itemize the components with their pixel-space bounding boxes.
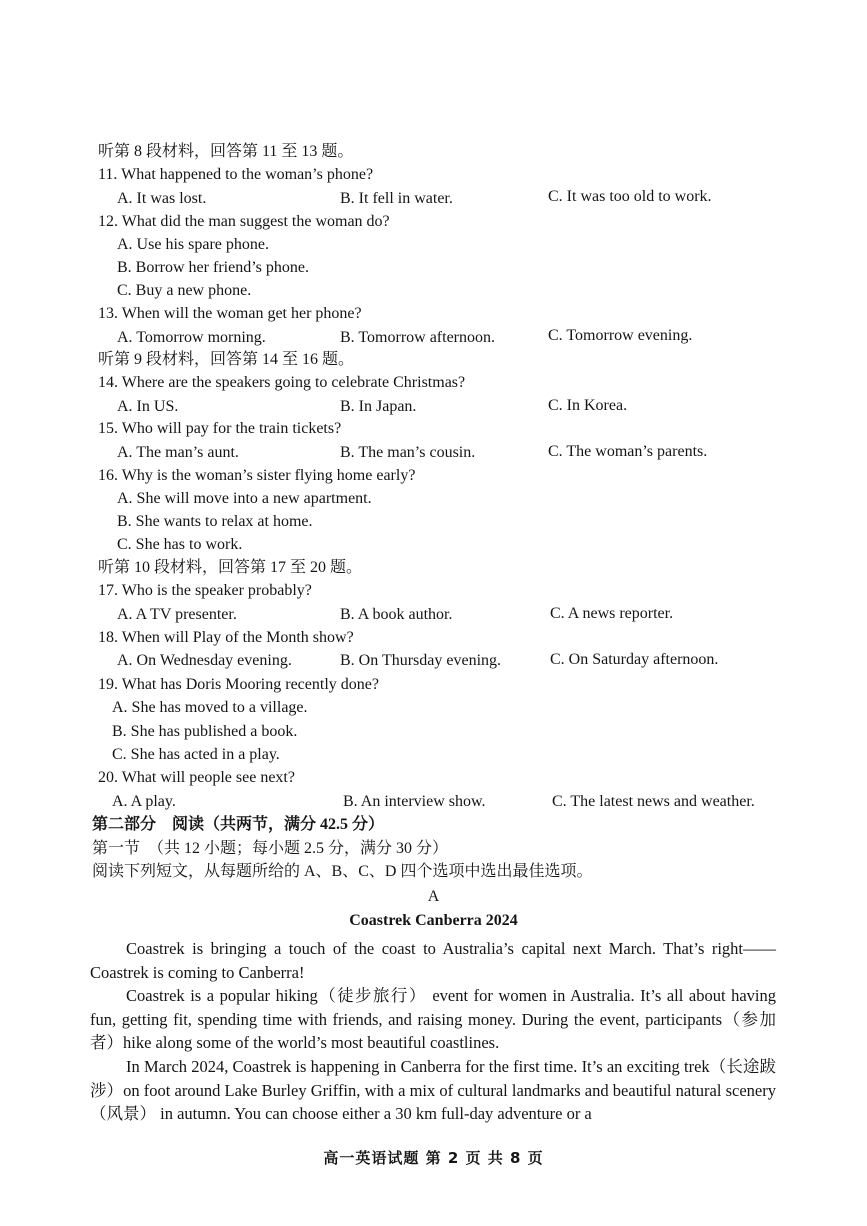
question-12: 12. What did the man suggest the woman do? bbox=[98, 213, 390, 230]
reading-instruction: 阅读下列短文，从每题所给的 A、B、C、D 四个选项中选出最佳选项。 bbox=[92, 863, 593, 880]
q19-option-c: C. She has acted in a play. bbox=[112, 746, 280, 763]
q14-option-b: B. In Japan. bbox=[340, 398, 417, 415]
q19-option-a: A. She has moved to a village. bbox=[112, 699, 308, 716]
q12-option-c: C. Buy a new phone. bbox=[117, 282, 252, 299]
passage-paragraph-3: In March 2024, Coastrek is happening in Canberra for the first time. It’s an exciting trek（长途跋涉）on foot around Lake Burley Griffin, with a mix of cultural landmarks and beautiful natural scenery（风景） in autumn. You can choose either a 30 km full-day adventure or a bbox=[90, 1057, 776, 1123]
q12-option-b: B. Borrow her friend’s phone. bbox=[117, 259, 309, 276]
q19-option-b: B. She has published a book. bbox=[112, 723, 298, 740]
passage-paragraph-2: Coastrek is a popular hiking（徒步旅行） event for women in Australia. It’s all about having fun, getting fit, spending time with friends, and raising money. During the event, participants（参加者）hike along some of the world’s most beautiful coastlines. bbox=[90, 986, 776, 1052]
q18-option-c: C. On Saturday afternoon. bbox=[550, 651, 719, 668]
q17-option-a: A. A TV presenter. bbox=[117, 606, 237, 623]
q16-option-b: B. She wants to relax at home. bbox=[117, 513, 313, 530]
q16-option-c: C. She has to work. bbox=[117, 536, 243, 553]
q11-option-c: C. It was too old to work. bbox=[548, 188, 712, 205]
q15-option-b: B. The man’s cousin. bbox=[340, 444, 476, 461]
question-16: 16. Why is the woman’s sister flying home early? bbox=[98, 467, 416, 484]
section-8-instruction: 听第 8 段材料，回答第 11 至 13 题。 bbox=[98, 143, 354, 160]
q17-option-c: C. A news reporter. bbox=[550, 605, 674, 622]
question-14: 14. Where are the speakers going to celebrate Christmas? bbox=[98, 374, 466, 391]
q20-option-b: B. An interview show. bbox=[343, 793, 486, 810]
section-1-heading: 第一节 （共 12 小题；每小题 2.5 分，满分 30 分） bbox=[92, 840, 449, 857]
q20-option-c: C. The latest news and weather. bbox=[552, 793, 755, 810]
q15-option-c: C. The woman’s parents. bbox=[548, 443, 708, 460]
q13-option-c: C. Tomorrow evening. bbox=[548, 327, 693, 344]
passage-paragraph-1: Coastrek is bringing a touch of the coast to Australia’s capital next March. That’s right——Coastrek is coming to Canberra! bbox=[90, 939, 776, 982]
q11-option-a: A. It was lost. bbox=[117, 190, 207, 207]
q11-option-b: B. It fell in water. bbox=[340, 190, 453, 207]
q12-option-a: A. Use his spare phone. bbox=[117, 236, 269, 253]
section-9-instruction: 听第 9 段材料，回答第 14 至 16 题。 bbox=[98, 351, 355, 368]
question-19: 19. What has Doris Mooring recently done? bbox=[98, 676, 379, 693]
q18-option-a: A. On Wednesday evening. bbox=[117, 652, 292, 669]
question-15: 15. Who will pay for the train tickets? bbox=[98, 420, 342, 437]
q18-option-b: B. On Thursday evening. bbox=[340, 652, 502, 669]
q20-option-a: A. A play. bbox=[112, 793, 176, 810]
question-20: 20. What will people see next? bbox=[98, 769, 295, 786]
question-11: 11. What happened to the woman’s phone? bbox=[98, 166, 374, 183]
question-13: 13. When will the woman get her phone? bbox=[98, 305, 362, 322]
page-footer: 高一英语试题 第 2 页 共 8 页 bbox=[323, 1149, 544, 1167]
q15-option-a: A. The man’s aunt. bbox=[117, 444, 239, 461]
q14-option-c: C. In Korea. bbox=[548, 397, 628, 414]
question-18: 18. When will Play of the Month show? bbox=[98, 629, 354, 646]
q13-option-b: B. Tomorrow afternoon. bbox=[340, 329, 495, 346]
part-2-title: 第二部分 阅读（共两节，满分 42.5 分） bbox=[92, 816, 385, 833]
passage-title: Coastrek Canberra 2024 bbox=[349, 912, 518, 929]
question-17: 17. Who is the speaker probably? bbox=[98, 582, 312, 599]
q17-option-b: B. A book author. bbox=[340, 606, 453, 623]
passage-letter: A bbox=[427, 888, 440, 905]
q14-option-a: A. In US. bbox=[117, 398, 179, 415]
q13-option-a: A. Tomorrow morning. bbox=[117, 329, 266, 346]
q16-option-a: A. She will move into a new apartment. bbox=[117, 490, 372, 507]
section-10-instruction: 听第 10 段材料，回答第 17 至 20 题。 bbox=[98, 559, 363, 576]
